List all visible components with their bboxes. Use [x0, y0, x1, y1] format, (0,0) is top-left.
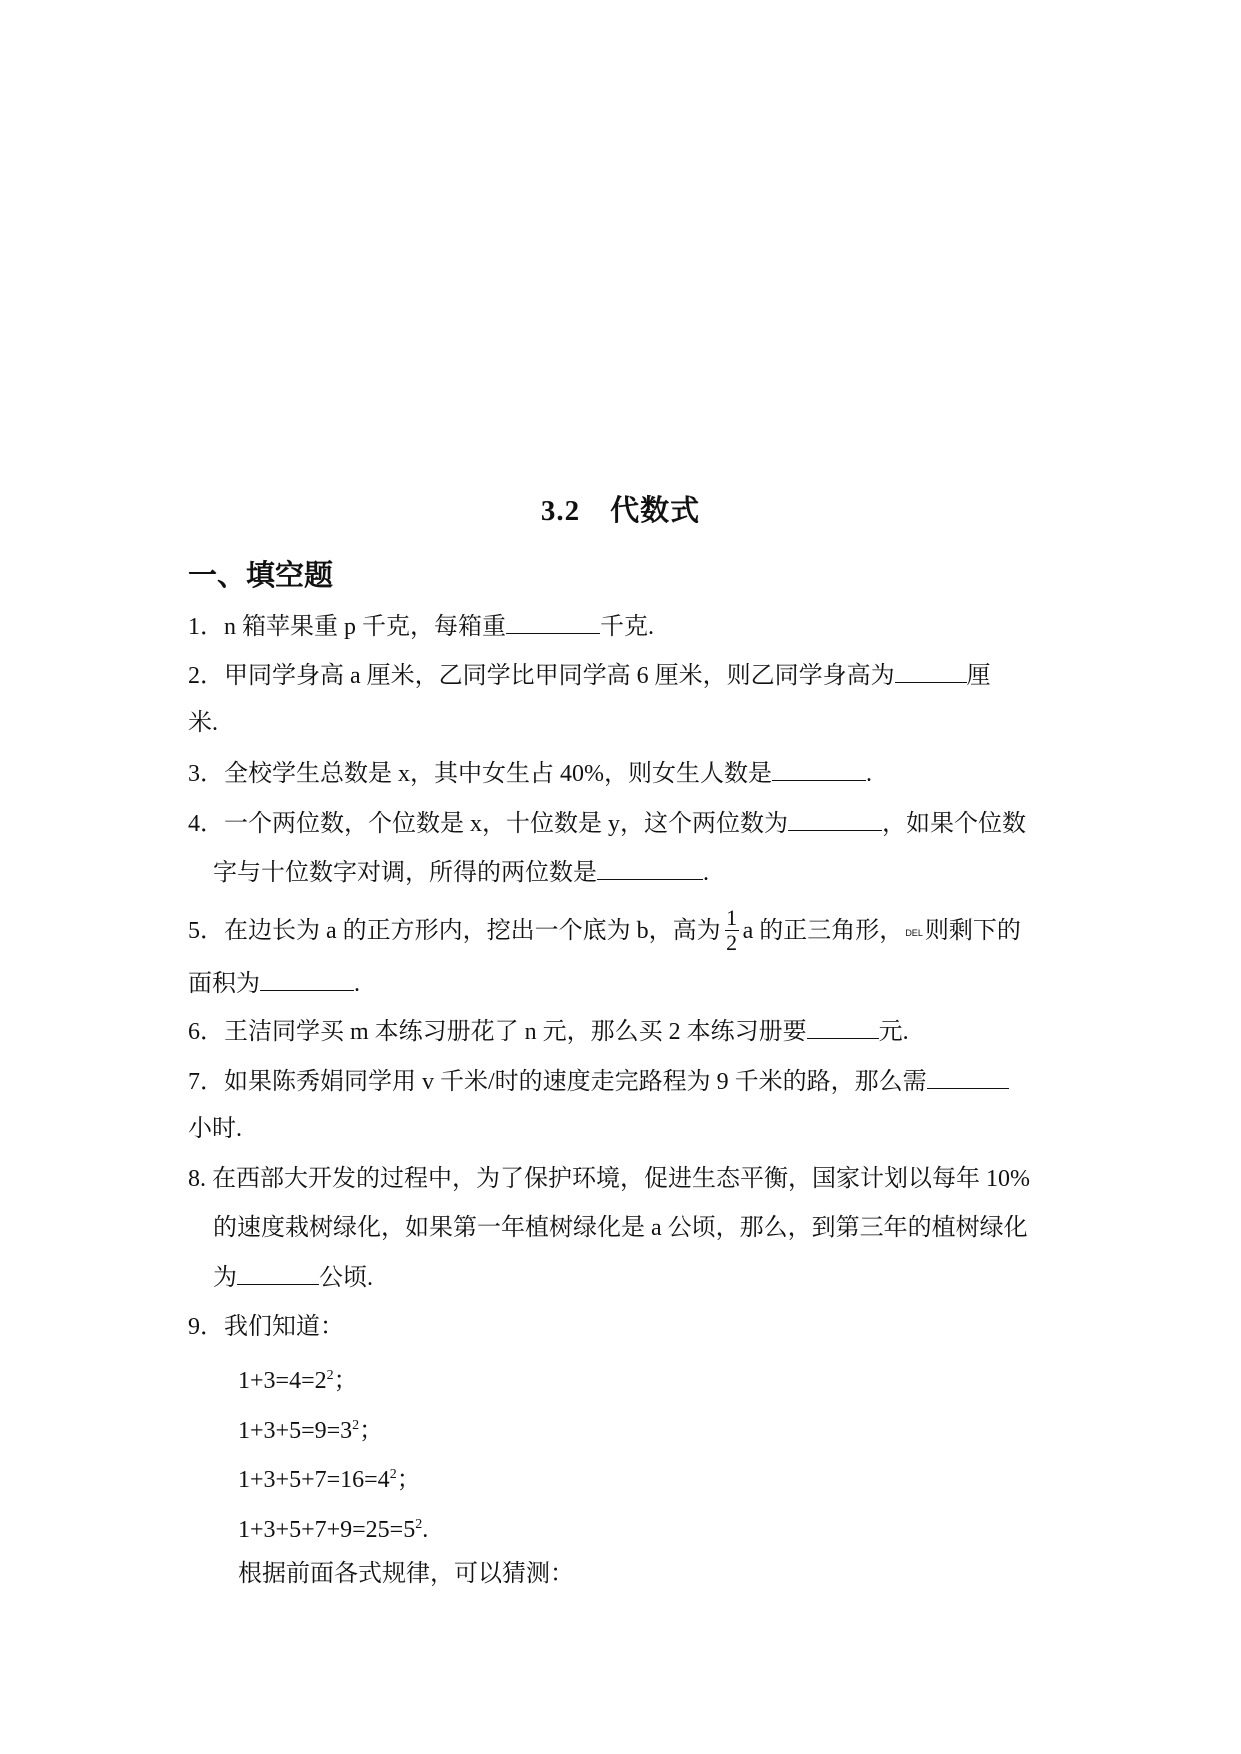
equation-end: ； [359, 1418, 384, 1444]
question-5-text-after: 则剩下的 [924, 918, 1021, 945]
question-2-continued: 米. [188, 710, 218, 736]
question-8-line-1: 8. 在西部大开发的过程中，为了保护环境，促进生态平衡，国家计划以每年 10% [188, 1166, 1030, 1192]
answer-blank[interactable] [788, 808, 882, 831]
question-1 [188, 611, 654, 642]
question-4-text-cont: 字与十位数字对调，所得的两位数是 [213, 860, 597, 886]
equation-base: 1+3+5+7=16=4 [238, 1467, 390, 1493]
question-7-text: 7．如果陈秀娟同学用 v 千米/时的速度走完路程为 9 千米的路，那么需 [188, 1069, 927, 1095]
question-5-end: . [354, 971, 360, 997]
question-2-text: 2．甲同学身高 a 厘米，乙同学比甲同学高 6 厘米，则乙同学身高为 [188, 663, 895, 689]
question-2-unit: 厘 [966, 663, 991, 689]
question-5 [188, 905, 1021, 957]
question-8-line-2: 的速度栽树绿化，如果第一年植树绿化是 a 公顷，那么，到第三年的植树绿化 [213, 1215, 1028, 1241]
equation-end: ； [396, 1467, 421, 1493]
equation-exponent: 2 [415, 1517, 423, 1532]
question-2 [188, 660, 991, 691]
equation-3 [238, 1460, 421, 1495]
question-9-outro: 根据前面各式规律，可以猜测： [238, 1561, 574, 1587]
equation-base: 1+3+5=9=3 [238, 1418, 353, 1444]
question-4-end: . [703, 860, 709, 886]
question-5-text-cont: 面积为 [188, 971, 260, 997]
question-7-continued: 小时. [188, 1116, 242, 1142]
answer-blank[interactable] [260, 968, 354, 991]
del-mark: DEL [905, 927, 923, 938]
question-3-end: . [866, 761, 872, 787]
equation-exponent: 2 [389, 1467, 397, 1482]
equation-base: 1+3+5+7+9=25=5 [238, 1517, 416, 1543]
fraction-denominator: 2 [726, 930, 738, 955]
question-7 [188, 1066, 1009, 1097]
answer-blank[interactable] [772, 758, 866, 781]
question-6 [188, 1016, 909, 1047]
question-4-continued [213, 857, 709, 888]
equation-base: 1+3=4=2 [238, 1368, 327, 1394]
question-4-text-after: ，如果个位数 [882, 811, 1026, 837]
question-8-text: 为 [213, 1265, 237, 1291]
question-1-unit: 千克. [600, 614, 654, 640]
question-8-line-3 [213, 1262, 373, 1293]
answer-blank[interactable] [506, 611, 600, 634]
fraction-one-half [725, 906, 739, 955]
question-3-text: 3．全校学生总数是 x，其中女生占 40%，则女生人数是 [188, 761, 772, 787]
answer-blank[interactable] [927, 1066, 1009, 1089]
page-title [0, 488, 1241, 529]
question-5-continued [188, 968, 360, 999]
question-4-text: 4．一个两位数，个位数是 x，十位数是 y，这个两位数为 [188, 811, 788, 837]
fraction-numerator: 1 [726, 905, 738, 930]
question-1-text: 1．n 箱苹果重 p 千克，每箱重 [188, 614, 506, 640]
answer-blank[interactable] [895, 660, 967, 683]
question-8-unit: 公顷. [319, 1265, 373, 1291]
question-5-text: 5．在边长为 a 的正方形内，挖出一个底为 b，高为 [188, 918, 721, 945]
equation-1 [238, 1361, 358, 1396]
answer-blank[interactable] [237, 1262, 319, 1285]
answer-blank[interactable] [597, 857, 703, 880]
title-text: 代数式 [610, 495, 701, 527]
title-number: 3.2 [540, 495, 581, 527]
question-4 [188, 808, 1026, 839]
question-6-unit: 元. [878, 1019, 909, 1045]
question-6-text: 6．王洁同学买 m 本练习册花了 n 元，那么买 2 本练习册要 [188, 1019, 807, 1045]
question-5-text-mid: a 的正三角形， [742, 918, 904, 945]
equation-exponent: 2 [352, 1418, 360, 1433]
question-3 [188, 758, 872, 789]
equation-4 [238, 1510, 428, 1545]
section-heading: 一、填空题 [188, 560, 334, 592]
question-9-intro: 9．我们知道： [188, 1314, 344, 1340]
equation-end: . [422, 1517, 429, 1543]
equation-2 [238, 1411, 383, 1446]
equation-end: ； [333, 1368, 358, 1394]
answer-blank[interactable] [807, 1016, 879, 1039]
equation-exponent: 2 [326, 1368, 334, 1383]
